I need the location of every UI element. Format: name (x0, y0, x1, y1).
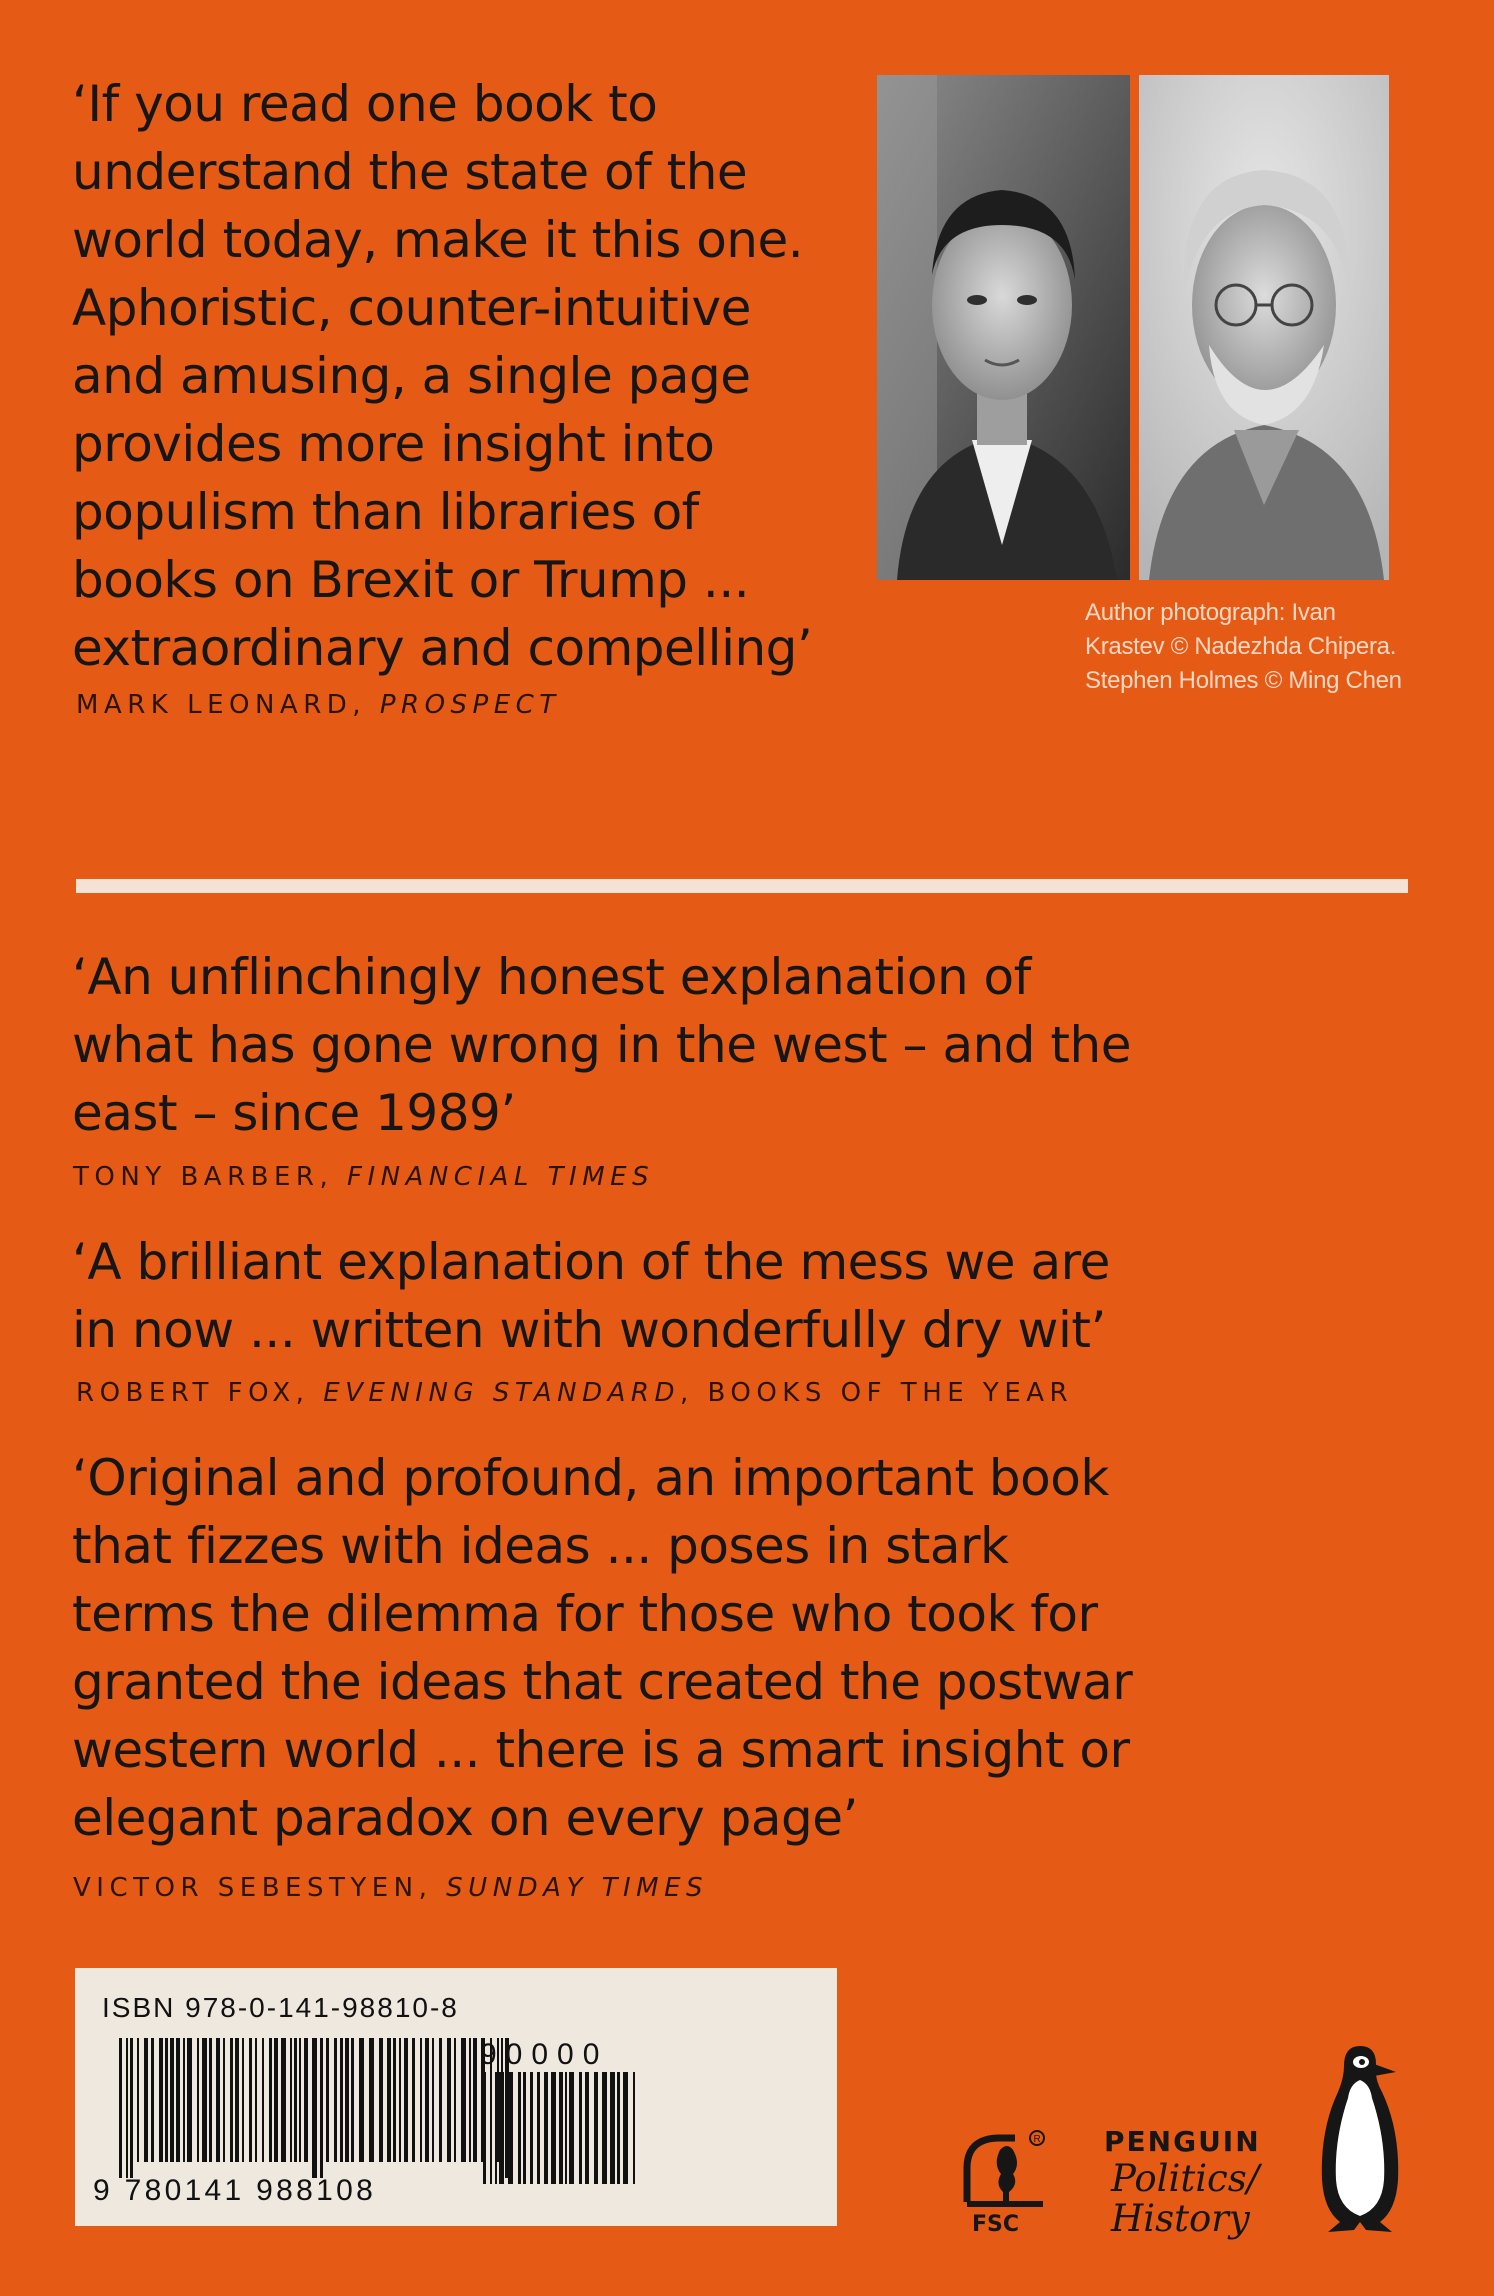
barcode-addon (483, 2072, 643, 2202)
attribution-barber (73, 1162, 654, 1192)
divider-rule (76, 879, 1408, 893)
barcode-bar (610, 2072, 615, 2184)
barcode-bar (290, 2038, 292, 2162)
barcode-bar (197, 2038, 199, 2162)
author-photo-holmes (1139, 75, 1389, 580)
attribution-author: VICTOR SEBESTYEN, (73, 1873, 447, 1903)
barcode-bar (274, 2038, 278, 2162)
barcode-bar (230, 2038, 233, 2162)
barcode-bar (126, 2038, 128, 2178)
svg-text:R: R (1033, 2134, 1041, 2145)
barcode-bar (447, 2038, 451, 2162)
barcode-bar (585, 2072, 589, 2184)
barcode-bar (483, 2072, 486, 2184)
barcode-bar (242, 2038, 244, 2162)
quote-leonard: ‘If you read one book to understand the state of the world today, make it this one. Aphoristic, counter-intuitive and amusing, a single page provides more insight into populism than libraries of books on Brexit or Trump ... extraordinary and compelling’ (72, 75, 813, 677)
barcode-bar (304, 2038, 308, 2162)
attribution-source: SUNDAY TIMES (446, 1873, 709, 1903)
barcode-bar (623, 2072, 628, 2184)
barcode-bar (508, 2072, 513, 2184)
barcode-bar (359, 2038, 364, 2162)
attribution-suffix: , BOOKS OF THE YEAR (679, 1378, 1074, 1408)
barcode-bar (369, 2038, 374, 2162)
fsc-label: FSC (972, 2212, 1020, 2237)
fsc-logo (955, 2128, 1055, 2238)
barcode-bar (633, 2072, 635, 2184)
publisher-imprint (1104, 2125, 1264, 2238)
barcode-bar (159, 2038, 163, 2162)
barcode-bar (454, 2038, 456, 2162)
barcode-bar (461, 2038, 466, 2162)
barcode-bar (439, 2038, 442, 2162)
barcode-bar (425, 2038, 429, 2162)
barcode-main (119, 2038, 519, 2178)
barcode-bar (312, 2038, 317, 2178)
barcode-bar (544, 2072, 548, 2184)
barcode-bar (379, 2038, 383, 2162)
attribution-fox (76, 1378, 1073, 1408)
barcode-bar (569, 2072, 574, 2184)
barcode-bar (617, 2072, 620, 2184)
price-code: 90000 (480, 2038, 609, 2071)
quote-barber: ‘An unflinchingly honest explanation of what has gone wrong in the west – and the east – since 1989’ (72, 948, 1131, 1142)
barcode-bar (216, 2038, 220, 2162)
fsc-tree-icon (955, 2128, 1055, 2210)
barcode-bar (176, 2038, 180, 2162)
barcode-bar (559, 2072, 563, 2184)
barcode-panel (75, 1968, 837, 2226)
barcode-bar (281, 2038, 286, 2162)
barcode-bar (499, 2072, 504, 2184)
series-line-1: Politics/ (1111, 2157, 1260, 2200)
barcode-bar (151, 2038, 154, 2162)
barcode-bar (294, 2038, 297, 2162)
barcode-bar (144, 2038, 148, 2162)
penguin-logo-icon (1310, 2040, 1410, 2236)
barcode-bar (119, 2038, 122, 2178)
barcode-bar (187, 2038, 192, 2162)
barcode-bar (579, 2072, 582, 2184)
barcode-bar (334, 2038, 337, 2162)
attribution-author: TONY BARBER, (73, 1162, 347, 1192)
barcode-bar (473, 2038, 477, 2162)
barcode-bar (537, 2072, 540, 2184)
barcode-bar (530, 2072, 533, 2184)
barcode-bar (320, 2038, 323, 2178)
barcode-bar (345, 2038, 349, 2162)
barcode-bar (469, 2038, 471, 2162)
barcode-bar (255, 2038, 257, 2162)
barcode-bar (404, 2038, 408, 2162)
barcode-bar (565, 2072, 567, 2184)
barcode-bar (594, 2072, 598, 2184)
attribution-leonard (76, 690, 561, 720)
photo-portrait-krastev (877, 75, 1130, 580)
barcode-bar (523, 2072, 526, 2184)
barcode-bar (420, 2038, 422, 2162)
attribution-sebestyen (73, 1873, 708, 1903)
barcode-bar (183, 2038, 185, 2162)
author-photo-krastev (877, 75, 1130, 580)
attribution-author: ROBERT FOX, (76, 1378, 324, 1408)
photo-portrait-holmes (1139, 75, 1389, 580)
photo-credit: Author photograph: Ivan Krastev © Nadezhda Chipera. Stephen Holmes © Ming Chen (1085, 599, 1402, 694)
barcode-bar (130, 2038, 133, 2178)
barcode-bar (170, 2038, 174, 2162)
barcode-bar (432, 2038, 434, 2162)
barcode-bar (495, 2072, 497, 2184)
series-line-2: History (1111, 2197, 1250, 2240)
barcode-bar (412, 2038, 415, 2162)
publisher-name: PENGUIN (1104, 2125, 1261, 2158)
attribution-source: PROSPECT (379, 690, 561, 720)
barcode-bar (209, 2038, 212, 2162)
attribution-source: FINANCIAL TIMES (347, 1162, 655, 1192)
barcode-bar (223, 2038, 225, 2162)
barcode-bar (393, 2038, 396, 2162)
barcode-bar (518, 2072, 521, 2184)
barcode-bar (299, 2038, 301, 2162)
barcode-bar (351, 2038, 354, 2162)
barcode-digits: 9 780141 988108 (93, 2174, 377, 2207)
barcode-bar (326, 2038, 329, 2162)
barcode-bar (602, 2072, 607, 2184)
barcode-bar (202, 2038, 207, 2162)
barcode-bar (399, 2038, 401, 2162)
barcode-bar (262, 2038, 264, 2162)
barcode-bar (551, 2072, 556, 2184)
barcode-bar (387, 2038, 391, 2162)
quote-fox: ‘A brilliant explanation of the mess we are in now ... written with wonderfully dry wit’ (72, 1233, 1110, 1359)
barcode-bar (235, 2038, 239, 2162)
barcode-bar (490, 2072, 492, 2184)
barcode-bar (165, 2038, 168, 2162)
isbn-text: ISBN 978-0-141-98810-8 (102, 1992, 459, 2023)
quote-sebestyen: ‘Original and profound, an important book that fizzes with ideas ... poses in stark terms the dilemma for those who took for granted the ideas that created the postwar western world ... there is a smart insight or elegant paradox on every page’ (72, 1449, 1133, 1847)
attribution-author: MARK LEONARD, (76, 690, 380, 720)
attribution-source: EVENING STANDARD (323, 1378, 680, 1408)
barcode-bar (137, 2038, 139, 2162)
barcode-bar (340, 2038, 343, 2162)
barcode-bar (249, 2038, 252, 2162)
barcode-bar (269, 2038, 272, 2162)
